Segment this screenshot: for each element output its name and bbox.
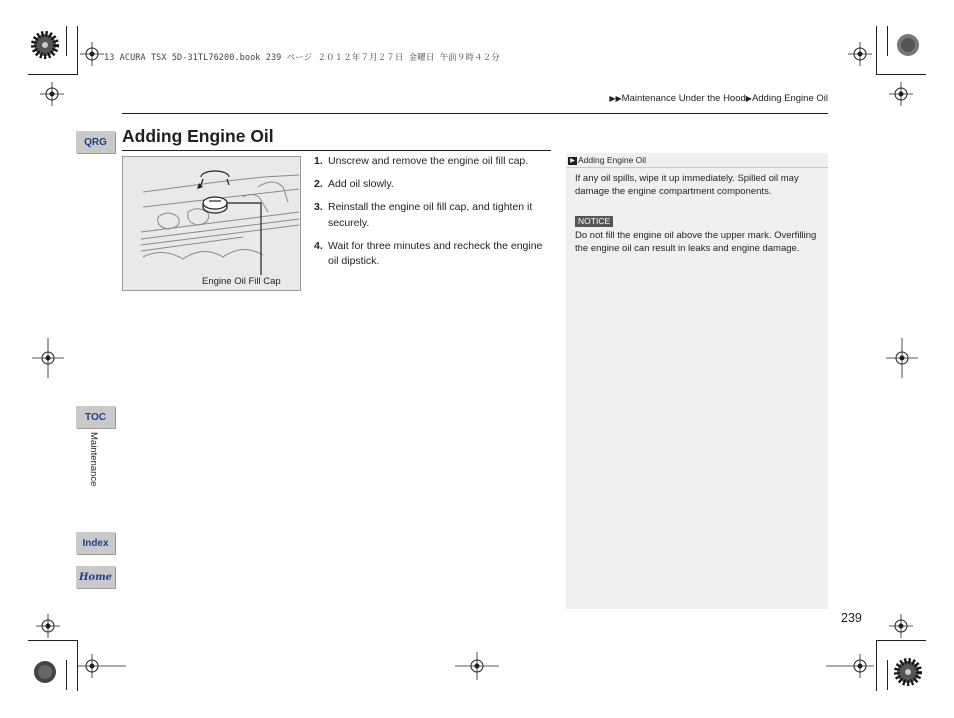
color-bar-starburst-icon: [33, 33, 57, 57]
double-arrow-icon: ▶▶: [609, 94, 622, 103]
figure-caption: Engine Oil Fill Cap: [202, 276, 281, 287]
step-item: [314, 239, 554, 270]
registration-target-icon: [848, 654, 872, 678]
home-button[interactable]: Home: [76, 566, 115, 588]
registration-target-icon: [80, 42, 104, 66]
step-item: [314, 200, 554, 231]
steps-list: [314, 154, 554, 277]
step-text: Add oil slowly.: [328, 178, 394, 190]
step-number: 4.: [314, 239, 323, 252]
sidebar-heading-text: Adding Engine Oil: [578, 155, 647, 165]
registration-target-icon: [36, 346, 60, 370]
step-text: Reinstall the engine oil fill cap, and tighten it securely.: [328, 201, 533, 229]
reference-arrow-icon: ▶: [568, 157, 577, 165]
color-bar-starburst-icon: [896, 33, 920, 57]
registration-target-icon: [80, 654, 104, 678]
registration-target-icon: [848, 42, 872, 66]
toc-button[interactable]: TOC: [76, 406, 115, 428]
engine-illustration-icon: [123, 157, 300, 290]
registration-target-icon: [36, 614, 60, 638]
header-divider: [122, 113, 828, 114]
notice-badge: NOTICE: [575, 216, 613, 227]
step-item: [314, 154, 554, 170]
color-bar-starburst-icon: [33, 660, 57, 684]
registration-target-icon: [889, 82, 913, 106]
step-item: [314, 177, 554, 193]
step-number: 3.: [314, 201, 323, 213]
index-button[interactable]: Index: [76, 532, 115, 554]
print-header: 13 ACURA TSX 5D-31TL76200.book 239 ページ ２０１２年７月２７日 金曜日 午前９時４２分: [104, 53, 500, 63]
breadcrumb-section-link[interactable]: Maintenance Under the Hood: [621, 93, 746, 104]
step-number: 2.: [314, 178, 323, 190]
registration-target-icon: [40, 82, 64, 106]
color-bar-starburst-icon: [896, 660, 920, 684]
sidebar-note-oil-spill: If any oil spills, wipe it up immediately. Spilled oil may damage the engine compartment components.: [575, 173, 799, 198]
title-divider: [122, 150, 551, 151]
page-number: 239: [841, 611, 862, 625]
notes-sidebar: [566, 153, 828, 609]
step-text: Unscrew and remove the engine oil fill cap.: [328, 155, 529, 167]
sidebar-heading[interactable]: [566, 153, 828, 168]
engine-oil-cap-illustration: [122, 156, 301, 291]
registration-target-icon: [889, 614, 913, 638]
sidebar-notice-text: Do not fill the engine oil above the upper mark. Overfilling the engine oil can result in leaks and engine damage.: [575, 230, 817, 255]
page-title: Adding Engine Oil: [122, 126, 274, 146]
arrow-icon: ▶: [745, 94, 752, 103]
qrg-button[interactable]: QRG: [76, 131, 115, 153]
section-tab-label: Maintenance: [88, 432, 99, 487]
registration-target-icon: [890, 346, 914, 370]
breadcrumb: [609, 93, 828, 104]
step-text: Wait for three minutes and recheck the engine oil dipstick.: [328, 239, 543, 267]
step-number: 1.: [314, 155, 323, 167]
breadcrumb-current: Adding Engine Oil: [751, 93, 828, 104]
registration-target-icon: [465, 654, 489, 678]
